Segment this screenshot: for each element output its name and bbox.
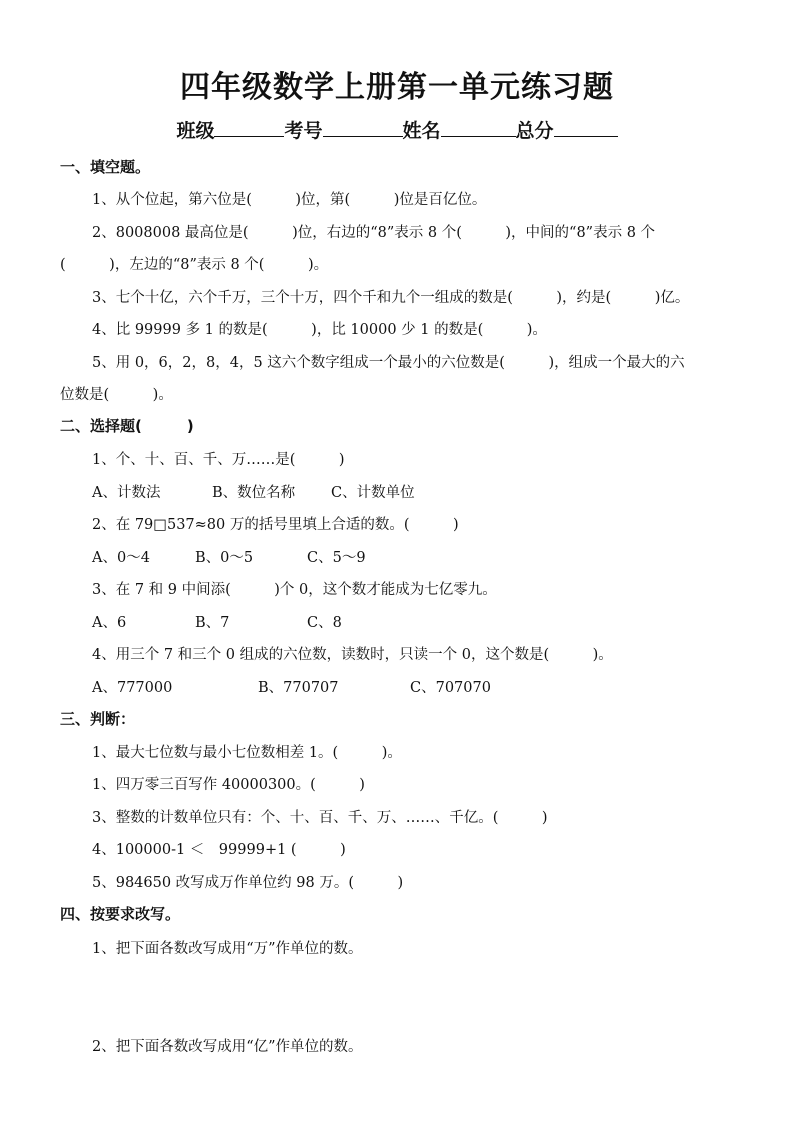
question-1-2-line1: 2、8008008 最高位是( )位，右边的“8”表示 8 个( )，中间的“8”表示 8 个 (92, 225, 656, 241)
question-3-3: 3、整数的计数单位只有：个、十、百、千、万、……、千亿。( ) (92, 810, 548, 826)
score-label: 总分 (515, 120, 554, 142)
option-2-2-a: A、0～4 (92, 550, 150, 566)
option-2-4-a: A、777000 (92, 680, 173, 696)
option-2-1-b: B、数位名称 (212, 485, 296, 501)
exam-no-blank[interactable] (323, 118, 403, 137)
option-2-4-c: C、707070 (410, 680, 491, 696)
section-heading-true-false: 三、判断： (60, 710, 136, 728)
name-blank[interactable] (441, 118, 516, 137)
option-2-3-b: B、7 (195, 615, 230, 631)
class-blank[interactable] (214, 118, 284, 137)
exam-no-label: 考号 (284, 120, 323, 142)
question-3-5: 5、984650 改写成万作单位约 98 万。( ) (92, 875, 404, 891)
question-1-4: 4、比 99999 多 1 的数是( )，比 10000 少 1 的数是( )。 (92, 322, 547, 338)
question-3-2: 1、四万零三百写作 40000300。( ) (92, 777, 365, 793)
question-4-1: 1、把下面各数改写成用“万”作单位的数。 (92, 941, 363, 957)
section-heading-rewrite: 四、按要求改写。 (60, 905, 181, 923)
option-2-4-b: B、770707 (258, 680, 339, 696)
option-2-3-a: A、6 (92, 615, 127, 631)
question-4-2: 2、把下面各数改写成用“亿”作单位的数。 (92, 1039, 363, 1055)
section-heading-multiple-choice: 二、选择题( ) (60, 417, 194, 435)
name-label: 姓名 (402, 120, 441, 142)
class-label: 班级 (176, 120, 215, 142)
option-2-2-b: B、0～5 (195, 550, 254, 566)
question-1-3: 3、七个十亿，六个千万，三个十万，四个千和九个一组成的数是( )，约是( )亿。 (92, 290, 690, 306)
question-1-5-line2: 位数是( )。 (60, 387, 173, 403)
option-2-1-a: A、计数法 (92, 485, 161, 501)
question-3-4: 4、100000-1 ＜ 99999+1 ( ) (92, 842, 346, 858)
question-3-1: 1、最大七位数与最小七位数相差 1。( )。 (92, 745, 402, 761)
question-2-3: 3、在 7 和 9 中间添( )个 0，这个数才能成为七亿零九。 (92, 582, 497, 598)
question-2-2: 2、在 79□537≈80 万的括号里填上合适的数。( ) (92, 517, 459, 533)
option-2-2-c: C、5～9 (307, 550, 366, 566)
question-1-5-line1: 5、用 0，6，2，8，4，5 这六个数字组成一个最小的六位数是( )，组成一个最大的六 (92, 355, 685, 371)
option-2-1-c: C、计数单位 (331, 485, 415, 501)
question-2-1: 1、个、十、百、千、万……是( ) (92, 452, 345, 468)
section-heading-fill-blank: 一、填空题。 (60, 158, 151, 176)
score-blank[interactable] (554, 118, 618, 137)
header-fields (0, 116, 794, 143)
question-2-4: 4、用三个 7 和三个 0 组成的六位数，读数时，只读一个 0，这个数是( )。 (92, 647, 613, 663)
question-1-2-line2: ( )，左边的“8”表示 8 个( )。 (60, 257, 329, 273)
option-2-3-c: C、8 (307, 615, 342, 631)
question-1-1: 1、从个位起，第六位是( )位，第( )位是百亿位。 (92, 192, 487, 208)
page-title: 四年级数学上册第一单元练习题 (180, 70, 614, 105)
